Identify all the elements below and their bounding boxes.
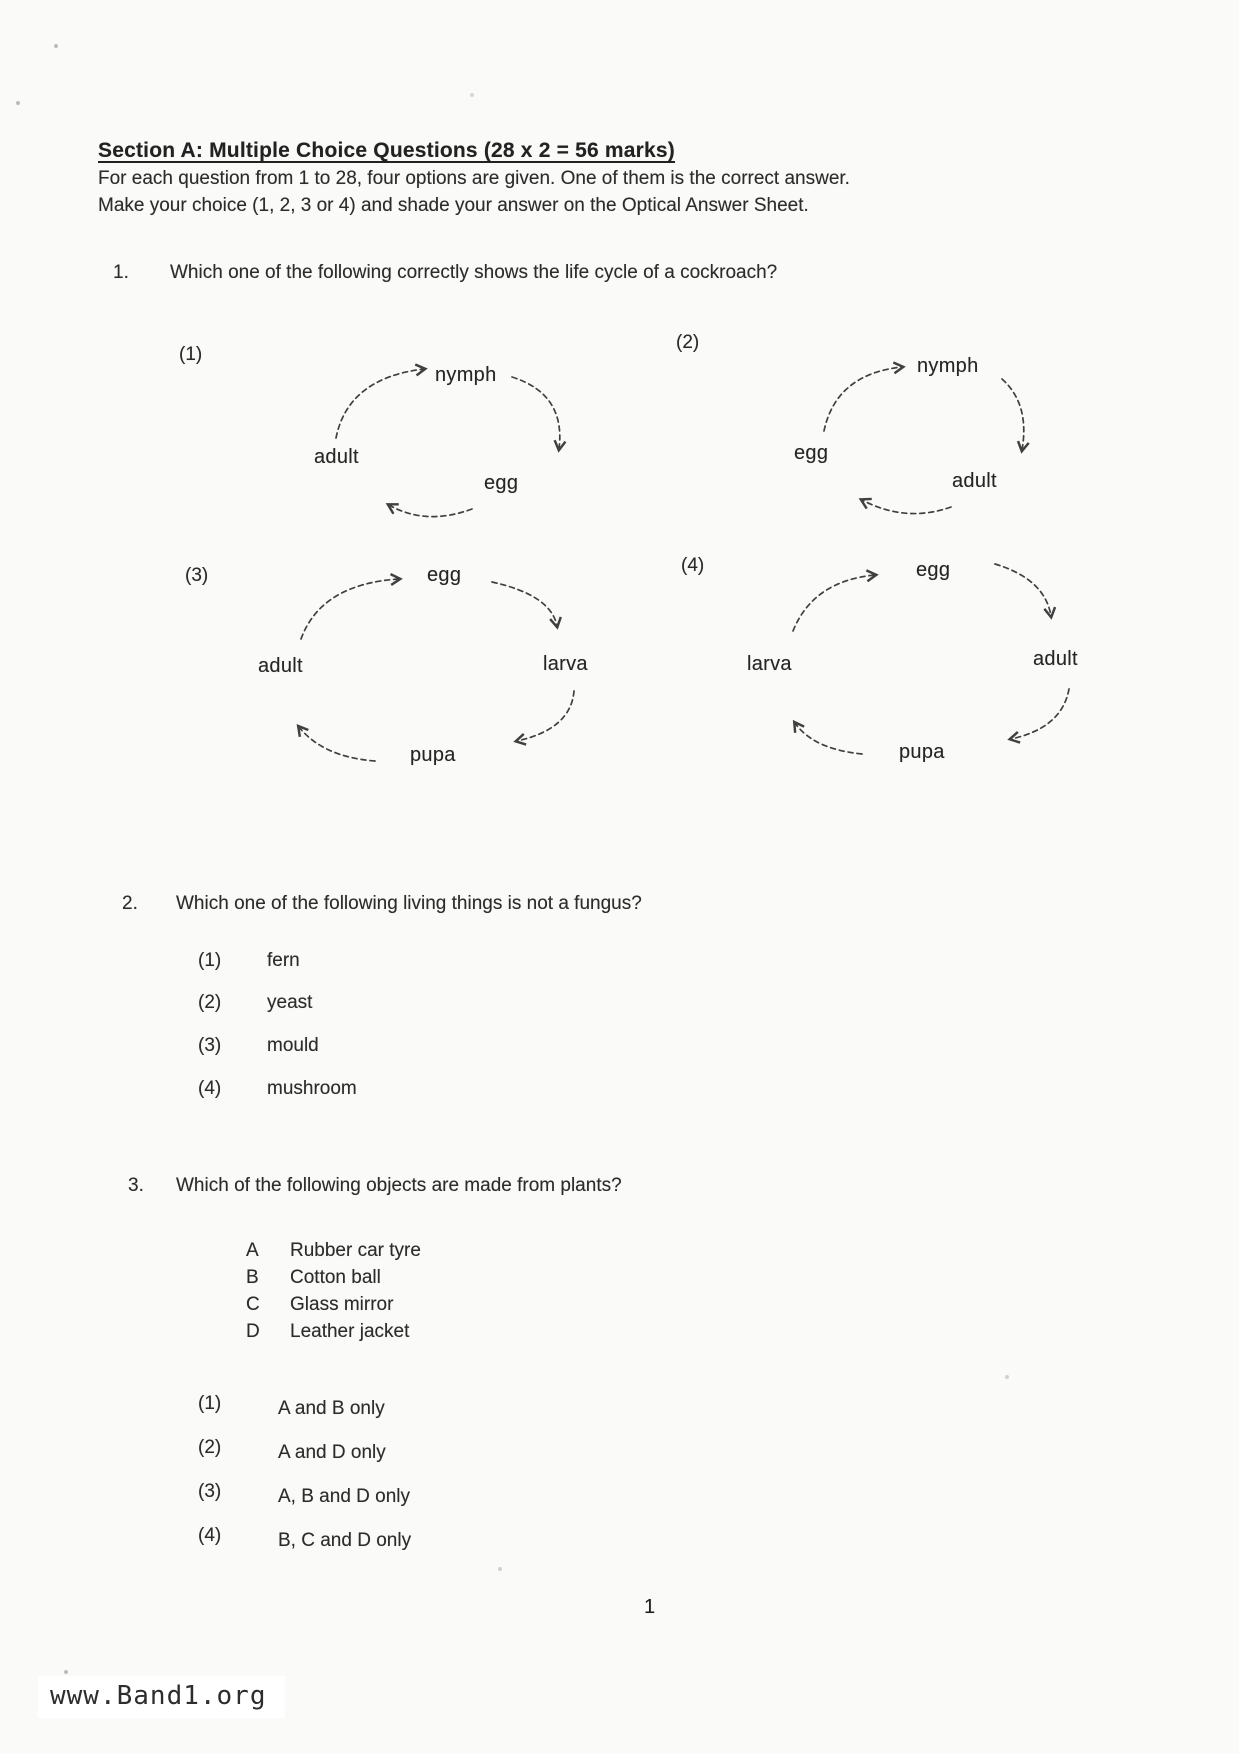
question-1-text: Which one of the following correctly shows the life cycle of a cockroach? xyxy=(170,262,778,283)
d3-arrow-adult-to-egg xyxy=(301,579,399,639)
d1-arrow-nymph-to-egg xyxy=(512,377,560,449)
diagram-2-label: (2) xyxy=(676,332,700,353)
d3-arrow-egg-to-larva xyxy=(492,582,557,626)
q2-option-4-number: (4) xyxy=(198,1078,222,1099)
q3-option-2-text: A and D only xyxy=(278,1442,386,1463)
scan-speck xyxy=(16,101,20,105)
q3-item-a-text: Rubber car tyre xyxy=(290,1240,421,1261)
q3-item-b-letter: B xyxy=(246,1267,259,1288)
question-2-number: 2. xyxy=(122,893,138,914)
q3-option-4-number: (4) xyxy=(198,1525,222,1546)
diagram-4-label: (4) xyxy=(681,555,705,576)
q3-option-4-text: B, C and D only xyxy=(278,1530,412,1551)
q2-option-1-text: fern xyxy=(267,950,300,971)
d2-stage-egg: egg xyxy=(794,442,829,464)
question-3-text: Which of the following objects are made from plants? xyxy=(176,1175,622,1196)
d2-stage-adult: adult xyxy=(952,470,997,492)
d4-arrow-larva-to-egg xyxy=(793,575,875,631)
d3-arrow-larva-to-pupa xyxy=(517,691,574,741)
q3-item-b-text: Cotton ball xyxy=(290,1267,381,1288)
scan-speck xyxy=(64,1670,68,1674)
d4-stage-adult: adult xyxy=(1033,648,1078,670)
q3-option-1-text: A and B only xyxy=(278,1398,385,1419)
question-2-text: Which one of the following living things is not a fungus? xyxy=(176,893,642,914)
d3-arrow-pupa-to-adult xyxy=(299,727,375,761)
q3-item-c-text: Glass mirror xyxy=(290,1294,394,1315)
d3-stage-larva: larva xyxy=(543,653,588,675)
question-1-number: 1. xyxy=(113,262,129,283)
d2-stage-nymph: nymph xyxy=(917,355,979,377)
q2-option-1-number: (1) xyxy=(198,950,222,971)
d1-arrow-egg-to-adult xyxy=(389,505,472,517)
page-number: 1 xyxy=(644,1596,656,1618)
d1-stage-nymph: nymph xyxy=(435,364,497,386)
q2-option-3-number: (3) xyxy=(198,1035,222,1056)
q3-option-2-number: (2) xyxy=(198,1437,222,1458)
q2-option-4-text: mushroom xyxy=(267,1078,357,1099)
d2-arrow-adult-to-egg xyxy=(862,500,951,514)
watermark: www.Band1.org xyxy=(38,1676,285,1718)
diagram-3-label: (3) xyxy=(185,565,209,586)
d3-stage-egg: egg xyxy=(427,564,462,586)
question-3-number: 3. xyxy=(128,1175,144,1196)
d3-stage-adult: adult xyxy=(258,655,303,677)
q2-option-2-text: yeast xyxy=(267,992,313,1013)
scan-speck xyxy=(498,1567,502,1571)
q3-option-3-text: A, B and D only xyxy=(278,1486,411,1507)
d4-arrow-adult-to-pupa xyxy=(1011,689,1069,739)
q3-item-d-letter: D xyxy=(246,1321,260,1342)
scan-speck xyxy=(470,93,474,97)
d4-arrow-pupa-to-larva xyxy=(795,723,862,754)
d1-stage-adult: adult xyxy=(314,446,359,468)
q3-option-1-number: (1) xyxy=(198,1393,222,1414)
d4-stage-pupa: pupa xyxy=(899,741,945,763)
d1-arrow-adult-to-nymph xyxy=(336,369,424,438)
q2-option-3-text: mould xyxy=(267,1035,319,1056)
d4-stage-larva: larva xyxy=(747,653,792,675)
d4-arrow-egg-to-adult xyxy=(995,564,1051,616)
d3-stage-pupa: pupa xyxy=(410,744,456,766)
section-title: Section A: Multiple Choice Questions (28 x 2 = 56 marks) xyxy=(98,139,676,162)
instruction-line-1: For each question from 1 to 28, four options are given. One of them is the correct answer. xyxy=(98,168,850,189)
d1-stage-egg: egg xyxy=(484,472,519,494)
scan-speck xyxy=(1005,1375,1009,1379)
instruction-line-2: Make your choice (1, 2, 3 or 4) and shade your answer on the Optical Answer Sheet. xyxy=(98,195,809,216)
section-header xyxy=(98,139,1078,217)
d4-stage-egg: egg xyxy=(916,559,951,581)
scan-speck xyxy=(54,44,58,48)
q3-option-3-number: (3) xyxy=(198,1481,222,1502)
q3-item-d-text: Leather jacket xyxy=(290,1321,410,1342)
d2-arrow-egg-to-nymph xyxy=(824,367,902,431)
q3-item-c-letter: C xyxy=(246,1294,260,1315)
d2-arrow-nymph-to-adult xyxy=(1002,379,1024,450)
q2-option-2-number: (2) xyxy=(198,992,222,1013)
diagram-1-label: (1) xyxy=(179,344,203,365)
q3-item-a-letter: A xyxy=(246,1240,259,1261)
